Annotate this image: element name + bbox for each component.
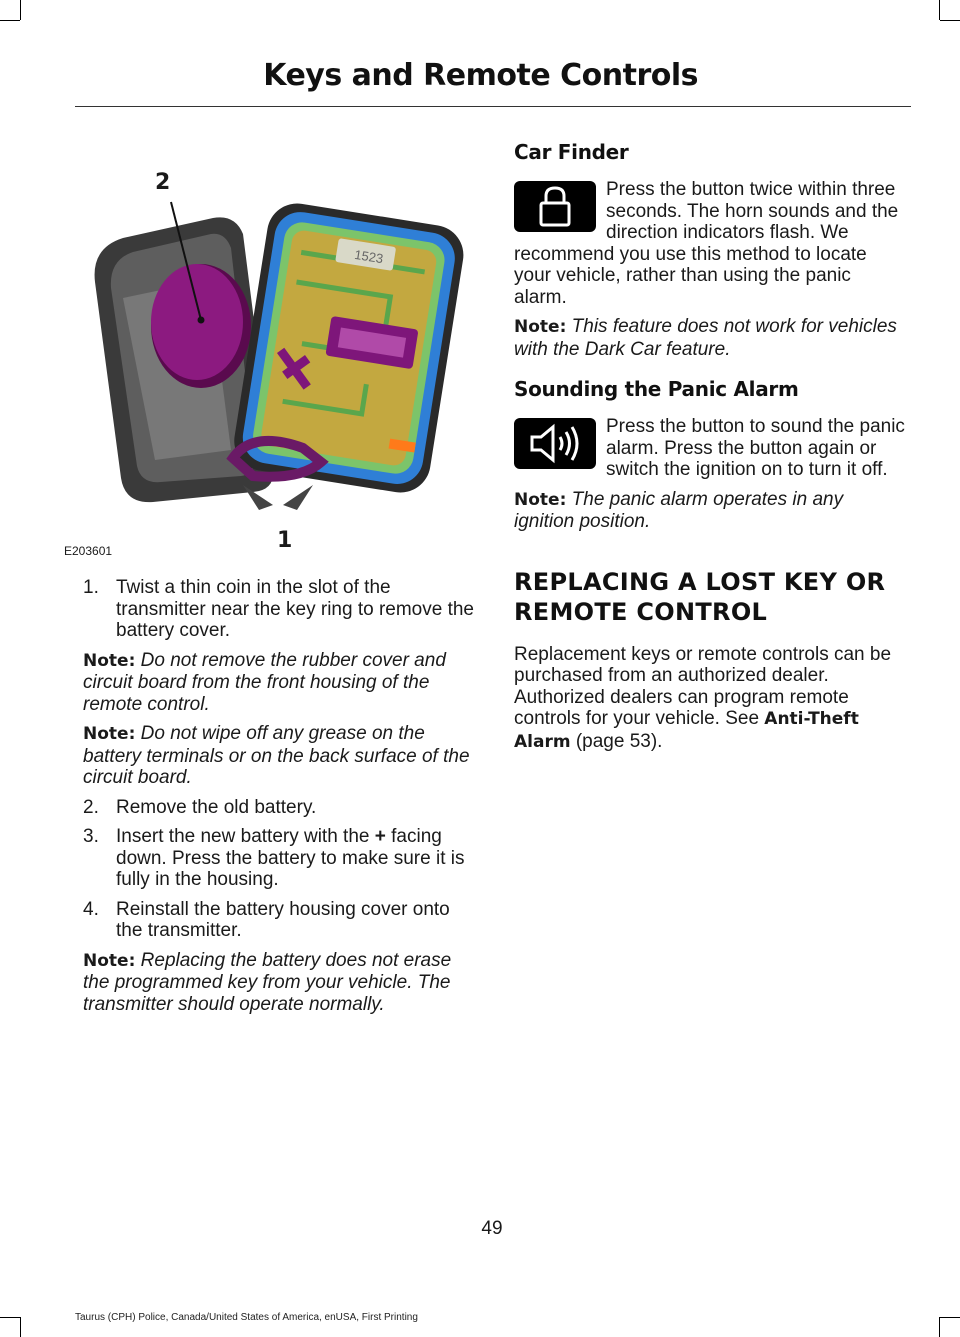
anti-theft-link[interactable]: Anti-Theft Alarm <box>514 709 859 752</box>
crop-mark <box>20 1317 21 1337</box>
figure-code: E203601 <box>64 544 113 558</box>
lock-icon <box>514 181 596 232</box>
plus-symbol: + <box>374 826 386 847</box>
crop-mark <box>0 1317 20 1318</box>
note-2 <box>83 723 475 789</box>
step-2 <box>83 797 475 819</box>
note-text: Do not remove the rubber cover and circuit board from the front housing of the remote control. <box>83 649 446 715</box>
left-column <box>64 130 475 1015</box>
horn-icon <box>514 418 596 469</box>
panic-alarm-text: Press the button to sound the panic alarm. Press the button again or switch the ignition on to turn it off. <box>606 416 905 480</box>
step-text-part: Insert the new battery with the <box>116 826 375 847</box>
remote-battery-diagram <box>83 130 475 570</box>
replace-text <box>514 644 908 754</box>
note-text: The panic alarm operates in any ignition position. <box>514 488 844 532</box>
step-text: Reinstall the battery housing cover onto the transmitter. <box>116 898 450 941</box>
step-text-part: facing down. Press the battery to make sure it is fully in the housing. <box>116 826 465 890</box>
note-5 <box>514 489 908 533</box>
footer-text: Taurus (CPH) Police, Canada/United States of America, enUSA, First Printing <box>75 1312 418 1323</box>
step-number: 2. <box>83 796 99 818</box>
callout-2: 2 <box>155 170 171 195</box>
note-3 <box>83 950 475 1016</box>
crop-mark <box>939 1317 940 1337</box>
note-text: Do not wipe off any grease on the battery terminals or on the back surface of the circuit board. <box>83 723 470 788</box>
step-text <box>116 826 475 891</box>
step-number: 3. <box>83 826 99 847</box>
crop-mark <box>940 20 960 21</box>
step-text: Remove the old battery. <box>116 796 317 818</box>
car-finder-text: Press the button twice within three seconds. The horn sounds and the direction indicators flash. We recommend you use this method to locate your vehicle, rather than using the panic alarm. <box>514 179 899 308</box>
note-label: Note: <box>83 724 136 744</box>
step-4 <box>83 899 475 942</box>
step-3 <box>83 826 475 891</box>
page-number: 49 <box>481 1218 503 1239</box>
note-label: Note: <box>83 650 136 671</box>
panic-alarm-heading: Sounding the Panic Alarm <box>514 377 799 401</box>
step-number: 4. <box>83 898 99 920</box>
car-finder-heading: Car Finder <box>514 140 629 164</box>
note-text: Replacing the battery does not erase the programmed key from your vehicle. The transmitter should operate normally. <box>83 949 452 1015</box>
right-column <box>514 140 908 753</box>
step-text: Twist a thin coin in the slot of the transmitter near the key ring to remove the battery cover. <box>116 577 474 641</box>
step-number: 1. <box>83 577 99 598</box>
board-label: 1523 <box>353 246 385 267</box>
note-1 <box>83 650 475 716</box>
callout-1: 1 <box>277 528 293 553</box>
note-label: Note: <box>83 950 136 971</box>
header-divider <box>75 106 911 107</box>
section-heading-line: REPLACING A LOST KEY OR <box>514 567 886 596</box>
crop-mark <box>940 1317 960 1318</box>
crop-mark <box>20 0 21 20</box>
panic-alarm-block <box>514 416 908 481</box>
car-finder-block <box>514 179 908 308</box>
page-title: Keys and Remote Controls <box>263 58 698 93</box>
note-label: Note: <box>514 489 567 510</box>
section-heading-line: REMOTE CONTROL <box>514 597 768 626</box>
section-heading <box>514 567 908 627</box>
note-4 <box>514 316 908 360</box>
body-text: (page 53). <box>570 730 663 752</box>
note-text: This feature does not work for vehicles with the Dark Car feature. <box>514 316 897 360</box>
crop-mark <box>939 0 940 20</box>
step-1 <box>83 577 475 642</box>
crop-mark <box>0 20 20 21</box>
battery-illustration <box>64 130 475 570</box>
note-label: Note: <box>514 317 567 337</box>
body-text: Replacement keys or remote controls can be purchased from an authorized dealer. Authorized dealers can program remote controls for your vehicle. See <box>514 643 892 729</box>
